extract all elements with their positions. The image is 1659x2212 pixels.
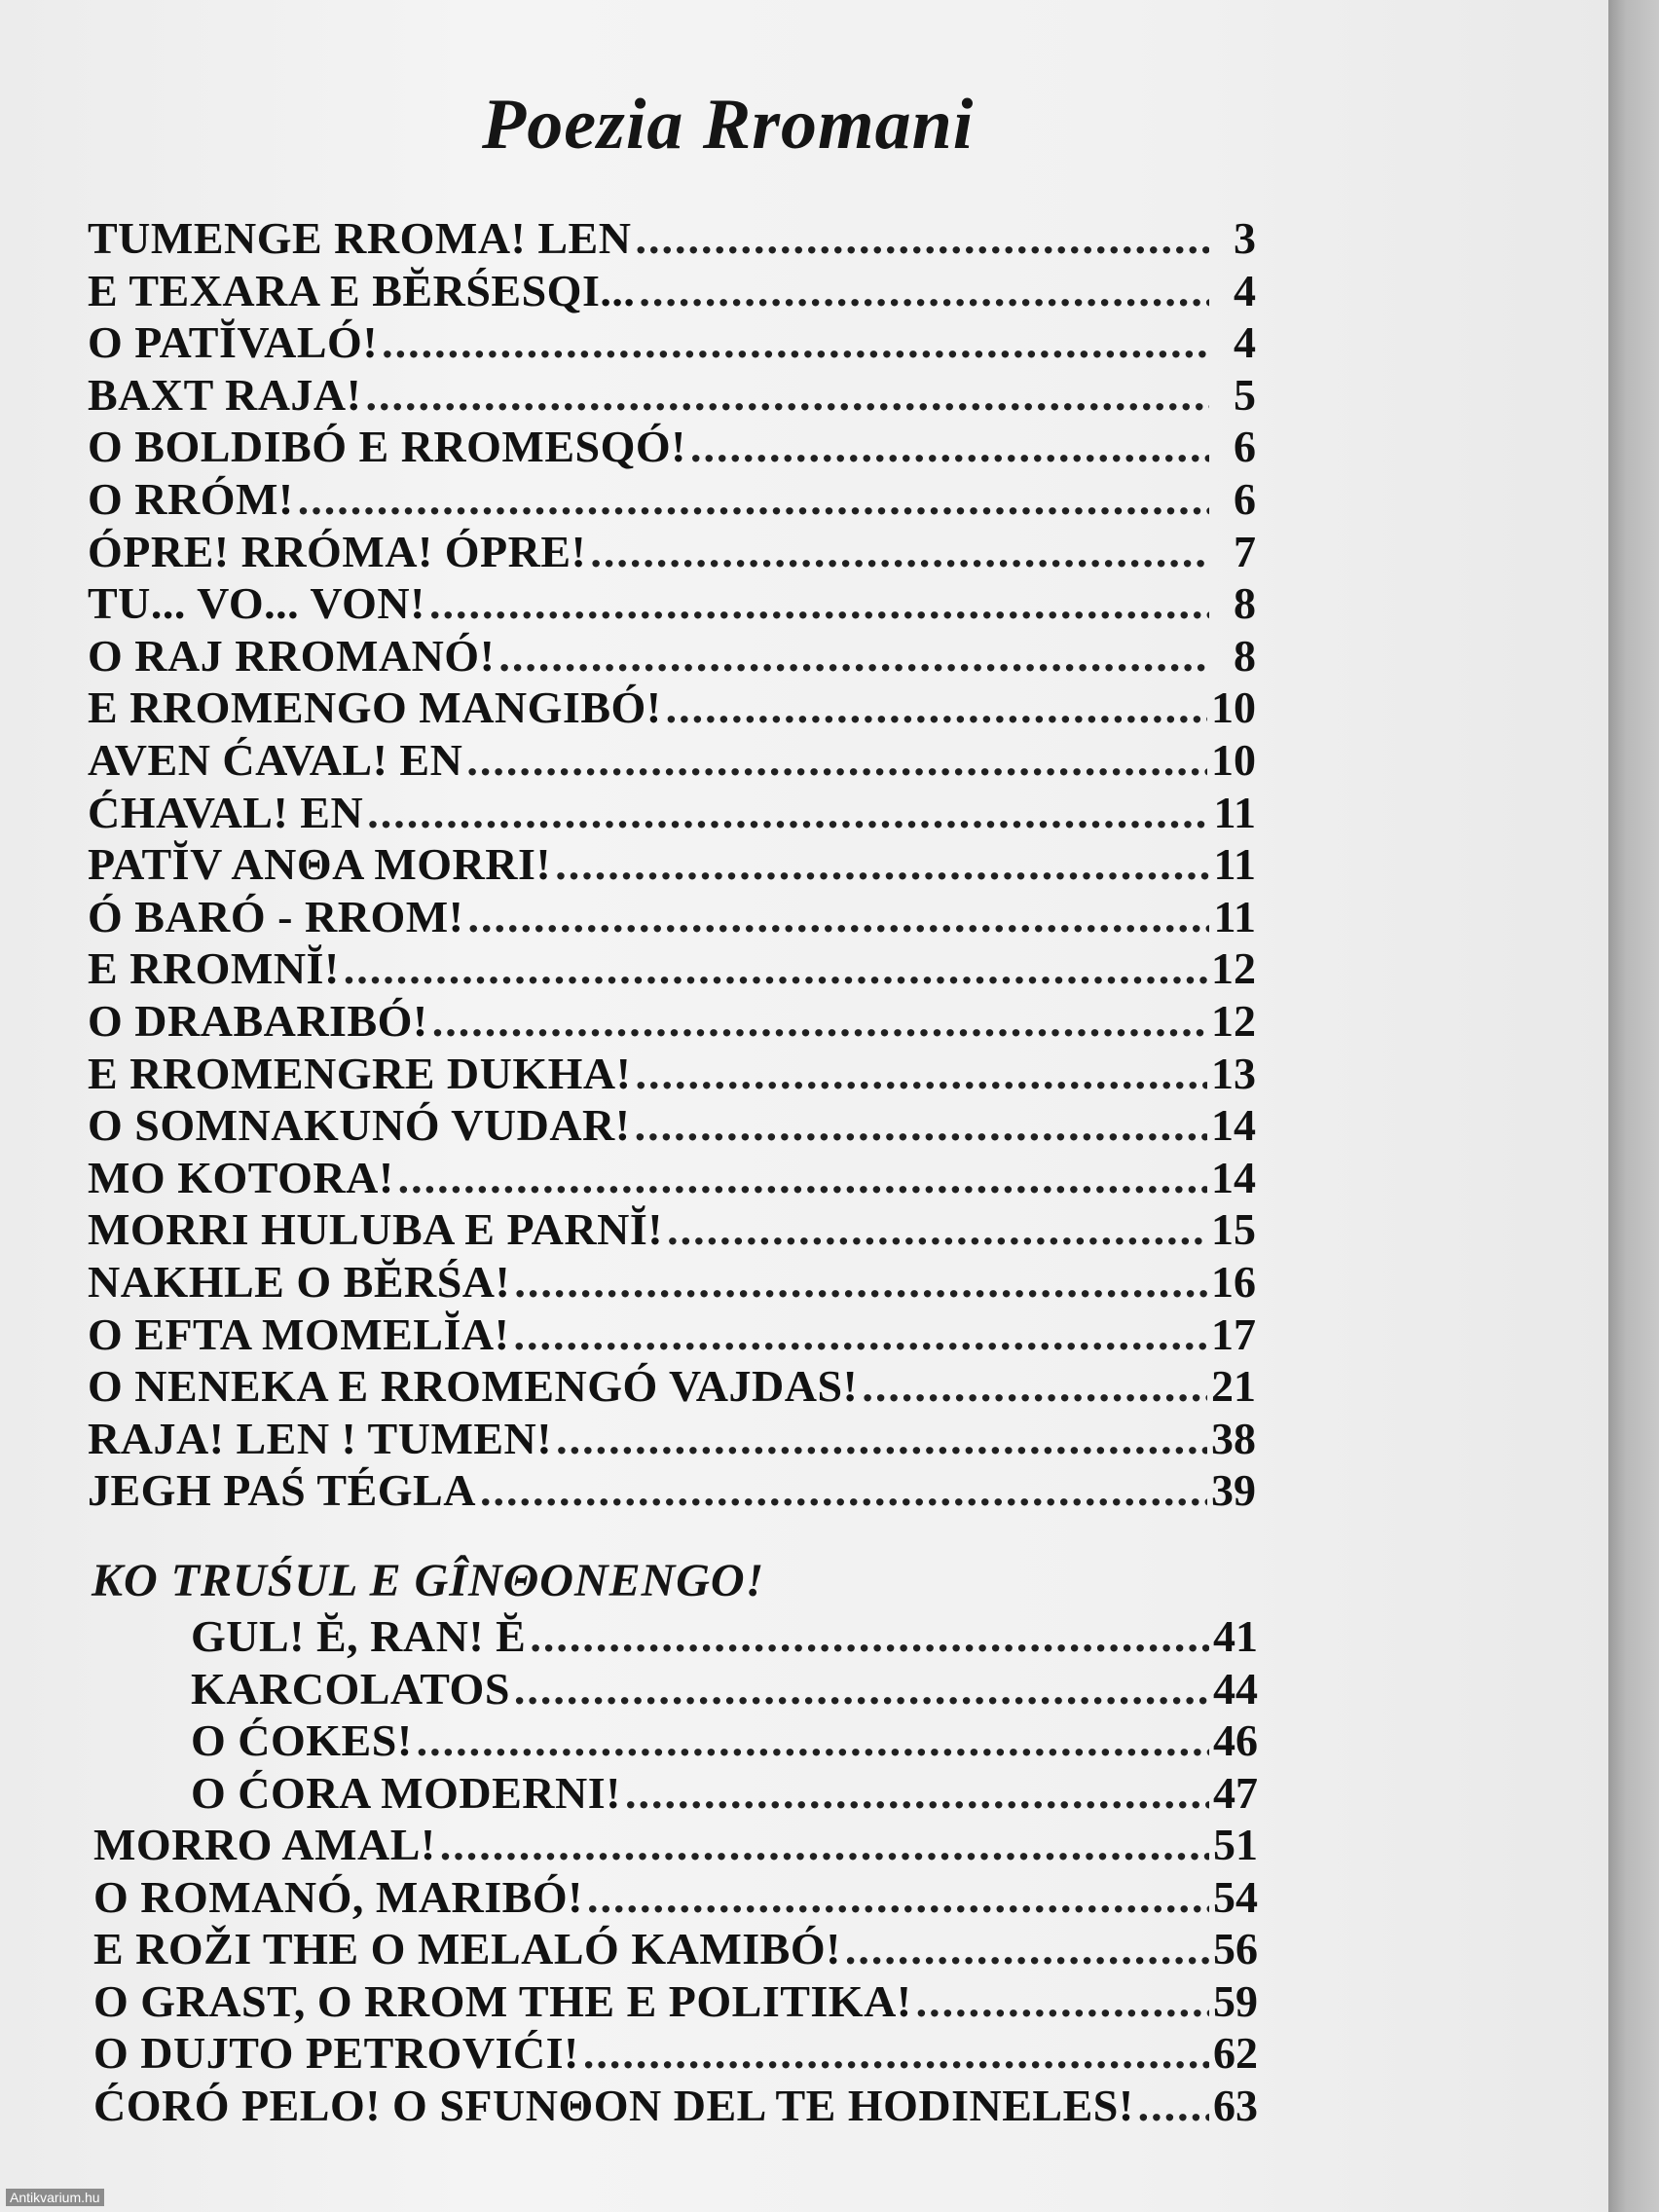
toc-entry-page: 17 bbox=[1211, 1309, 1256, 1359]
dot-leader bbox=[417, 1714, 1209, 1766]
dot-leader bbox=[1138, 2080, 1209, 2131]
toc-entry-page: 56 bbox=[1213, 1924, 1258, 1973]
toc-entry-page: 38 bbox=[1211, 1413, 1256, 1463]
dot-leader bbox=[432, 995, 1207, 1047]
toc-entry-title: O NENEKA E RROMENGÓ VAJDAS! bbox=[88, 1361, 859, 1412]
dot-leader bbox=[365, 369, 1209, 421]
toc-entry-page: 11 bbox=[1213, 891, 1256, 941]
toc-entry-page: 14 bbox=[1211, 1100, 1256, 1151]
toc-entry bbox=[88, 838, 1256, 889]
toc-entry bbox=[88, 421, 1256, 471]
toc-entry-title: O SOMNAKUNÓ VUDAR! bbox=[88, 1100, 631, 1151]
toc-entry-title: O RRÓM! bbox=[88, 474, 294, 524]
toc-entry-page: 46 bbox=[1213, 1715, 1258, 1765]
toc-entry-title: O DUJTO PETROVIĆI! bbox=[93, 2028, 579, 2078]
toc-entry bbox=[191, 1663, 1258, 1714]
toc-entry-title: E RROMENGRE DUKHA! bbox=[88, 1048, 632, 1098]
toc-entry-title: MORRI HULUBA E PARNĬ! bbox=[88, 1204, 664, 1255]
toc-entry bbox=[88, 891, 1256, 941]
section-heading: KO TRUŚUL E GÎNΘONENGO! bbox=[92, 1555, 765, 1606]
dot-leader bbox=[635, 1099, 1207, 1151]
dot-leader bbox=[583, 2027, 1209, 2079]
toc-entry bbox=[88, 473, 1256, 524]
toc-entry-page: 39 bbox=[1211, 1465, 1256, 1516]
dot-leader bbox=[666, 682, 1207, 733]
page-edge bbox=[1608, 0, 1659, 2212]
toc-entry-title: E RROMENGO MANGIBÓ! bbox=[88, 682, 662, 733]
toc-entry-page: 12 bbox=[1211, 943, 1256, 994]
toc-entry bbox=[93, 1975, 1258, 2026]
toc-entry-title: BAXT RAJA! bbox=[88, 369, 362, 420]
toc-entry-page: 8 bbox=[1234, 578, 1256, 629]
dot-leader bbox=[382, 316, 1209, 368]
dot-leader bbox=[530, 1610, 1209, 1662]
dot-leader bbox=[590, 526, 1209, 577]
toc-entry-page: 5 bbox=[1234, 369, 1256, 420]
watermark: Antikvarium.hu bbox=[6, 2189, 104, 2206]
toc-entry-title: O PATĬVALÓ! bbox=[88, 317, 379, 368]
dot-leader bbox=[344, 942, 1207, 994]
toc-entry bbox=[88, 526, 1256, 576]
toc-entry bbox=[191, 1714, 1258, 1765]
toc-entry-title: AVEN ĆAVAL! EN bbox=[88, 735, 463, 785]
toc-entry-title: O ROMANÓ, MARIBÓ! bbox=[93, 1871, 583, 1922]
toc-entry-title: O ĆOKES! bbox=[191, 1715, 413, 1765]
toc-entry-page: 21 bbox=[1211, 1361, 1256, 1412]
toc-entry-title: GUL! Ĕ, RAN! Ĕ bbox=[191, 1611, 527, 1661]
dot-leader bbox=[667, 1203, 1207, 1255]
toc-entry-title: NAKHLE O BĔRŚA! bbox=[88, 1257, 511, 1307]
toc-entry-page: 6 bbox=[1234, 474, 1256, 524]
dot-leader bbox=[845, 1923, 1209, 1974]
toc-entry-title: ĆHAVAL! EN bbox=[88, 787, 364, 837]
dot-leader bbox=[467, 891, 1209, 942]
toc-entry bbox=[191, 1610, 1258, 1661]
dot-leader bbox=[635, 212, 1209, 264]
toc-entry-title: O GRAST, O RROM THE E POLITIKA! bbox=[93, 1975, 912, 2026]
dot-leader bbox=[498, 630, 1209, 682]
toc-entry-title: O ĆORA MODERNI! bbox=[191, 1767, 621, 1818]
toc-entry-title: JEGH PAŚ TÉGLA bbox=[88, 1465, 476, 1516]
toc-entry-title: TU... VO... VON! bbox=[88, 578, 425, 629]
page-title: Poezia Rromani bbox=[482, 85, 975, 165]
toc-entry bbox=[88, 212, 1256, 263]
toc-entry bbox=[88, 265, 1256, 315]
toc-entry bbox=[88, 1048, 1256, 1098]
toc-entry-title: ÓPRE! RRÓMA! ÓPRE! bbox=[88, 526, 587, 576]
dot-leader bbox=[398, 1152, 1207, 1203]
toc-entry bbox=[88, 1203, 1256, 1254]
toc-entry-title: E RROMNĬ! bbox=[88, 943, 340, 994]
toc-entry-title: O RAJ RROMANÓ! bbox=[88, 630, 496, 681]
toc-entry-page: 47 bbox=[1213, 1767, 1258, 1818]
toc-entry-page: 59 bbox=[1213, 1975, 1258, 2026]
dot-leader bbox=[916, 1975, 1209, 2027]
toc-entry-page: 44 bbox=[1213, 1663, 1258, 1714]
toc-entry-page: 14 bbox=[1211, 1152, 1256, 1202]
toc-entry-title: O EFTA MOMELĬA! bbox=[88, 1309, 510, 1359]
toc-entry bbox=[88, 1413, 1256, 1463]
toc-entry-page: 3 bbox=[1234, 213, 1256, 263]
toc-entry bbox=[93, 1819, 1258, 1869]
dot-leader bbox=[440, 1819, 1209, 1870]
dot-leader bbox=[690, 421, 1209, 472]
dot-leader bbox=[862, 1360, 1207, 1412]
toc-entry bbox=[88, 316, 1256, 367]
toc-entry-title: RAJA! LEN ! TUMEN! bbox=[88, 1413, 553, 1463]
toc-entry-page: 11 bbox=[1213, 839, 1256, 890]
toc-entry-title: MORRO AMAL! bbox=[93, 1820, 436, 1869]
toc-entry bbox=[88, 1099, 1256, 1150]
toc-entry bbox=[88, 1360, 1256, 1411]
toc-entry-title: TUMENGE RROMA! LEN bbox=[88, 213, 632, 263]
toc-entry-page: 4 bbox=[1234, 317, 1256, 368]
toc-entry-title: ĆORÓ PELO! O SFUNΘON DEL TE HODINELES! bbox=[93, 2080, 1134, 2130]
toc-entry bbox=[88, 1309, 1256, 1359]
dot-leader bbox=[639, 265, 1209, 316]
toc-entry-title: E TEXARA E BĔRŚESQI... bbox=[88, 265, 636, 315]
dot-leader bbox=[555, 838, 1209, 890]
toc-entry-page: 8 bbox=[1234, 630, 1256, 681]
toc-entry-page: 62 bbox=[1213, 2028, 1258, 2078]
dot-leader bbox=[514, 1256, 1207, 1308]
toc-entry bbox=[93, 1923, 1258, 1973]
toc-entry-page: 15 bbox=[1211, 1204, 1256, 1255]
toc-entry-page: 10 bbox=[1211, 735, 1256, 785]
toc-entry bbox=[88, 787, 1256, 837]
toc-entry bbox=[191, 1767, 1258, 1818]
toc-entry-title: E ROŽI THE O MELALÓ KAMIBÓ! bbox=[93, 1924, 841, 1973]
toc-entry-page: 16 bbox=[1211, 1257, 1256, 1307]
toc-entry bbox=[88, 995, 1256, 1046]
toc-entry-page: 4 bbox=[1234, 265, 1256, 315]
toc-entry bbox=[88, 734, 1256, 785]
toc-entry bbox=[88, 942, 1256, 993]
toc-entry-page: 13 bbox=[1211, 1048, 1256, 1098]
toc-entry bbox=[88, 1152, 1256, 1202]
dot-leader bbox=[635, 1048, 1207, 1099]
toc-entry bbox=[88, 1464, 1256, 1515]
toc-entry-title: Ó BARÓ - RROM! bbox=[88, 891, 464, 941]
toc-entry-page: 12 bbox=[1211, 996, 1256, 1046]
toc-entry-page: 51 bbox=[1213, 1820, 1258, 1869]
toc-entry bbox=[93, 1871, 1258, 1922]
dot-leader bbox=[514, 1663, 1209, 1714]
toc-entry-page: 54 bbox=[1213, 1871, 1258, 1922]
toc-entry-page: 63 bbox=[1213, 2080, 1258, 2130]
dot-leader bbox=[556, 1413, 1207, 1464]
toc-entry bbox=[93, 2027, 1258, 2078]
toc-entry bbox=[88, 630, 1256, 681]
toc-entry-page: 10 bbox=[1211, 682, 1256, 733]
dot-leader bbox=[513, 1309, 1207, 1360]
toc-entry-page: 41 bbox=[1213, 1611, 1258, 1661]
toc-entry bbox=[88, 1256, 1256, 1307]
toc-entry-page: 6 bbox=[1234, 422, 1256, 472]
dot-leader bbox=[298, 473, 1209, 525]
toc-entry bbox=[93, 2080, 1258, 2130]
toc-entry bbox=[88, 577, 1256, 628]
toc-entry-title: KARCOLATOS bbox=[191, 1663, 510, 1714]
dot-leader bbox=[480, 1464, 1207, 1516]
toc-entry-page: 11 bbox=[1213, 787, 1256, 837]
dot-leader bbox=[466, 734, 1207, 786]
toc-entry bbox=[88, 369, 1256, 420]
dot-leader bbox=[429, 577, 1209, 629]
toc-entry-title: PATĬV ANΘA MORRI! bbox=[88, 839, 552, 890]
toc-entry-page: 7 bbox=[1234, 526, 1256, 576]
toc-entry-title: O BOLDIBÓ E RROMESQÓ! bbox=[88, 422, 686, 472]
dot-leader bbox=[587, 1871, 1209, 1923]
toc-entry bbox=[88, 682, 1256, 732]
toc-entry-title: O DRABARIBÓ! bbox=[88, 996, 428, 1046]
dot-leader bbox=[625, 1767, 1209, 1819]
dot-leader bbox=[367, 787, 1209, 838]
toc-entry-title: MO KOTORA! bbox=[88, 1152, 394, 1202]
